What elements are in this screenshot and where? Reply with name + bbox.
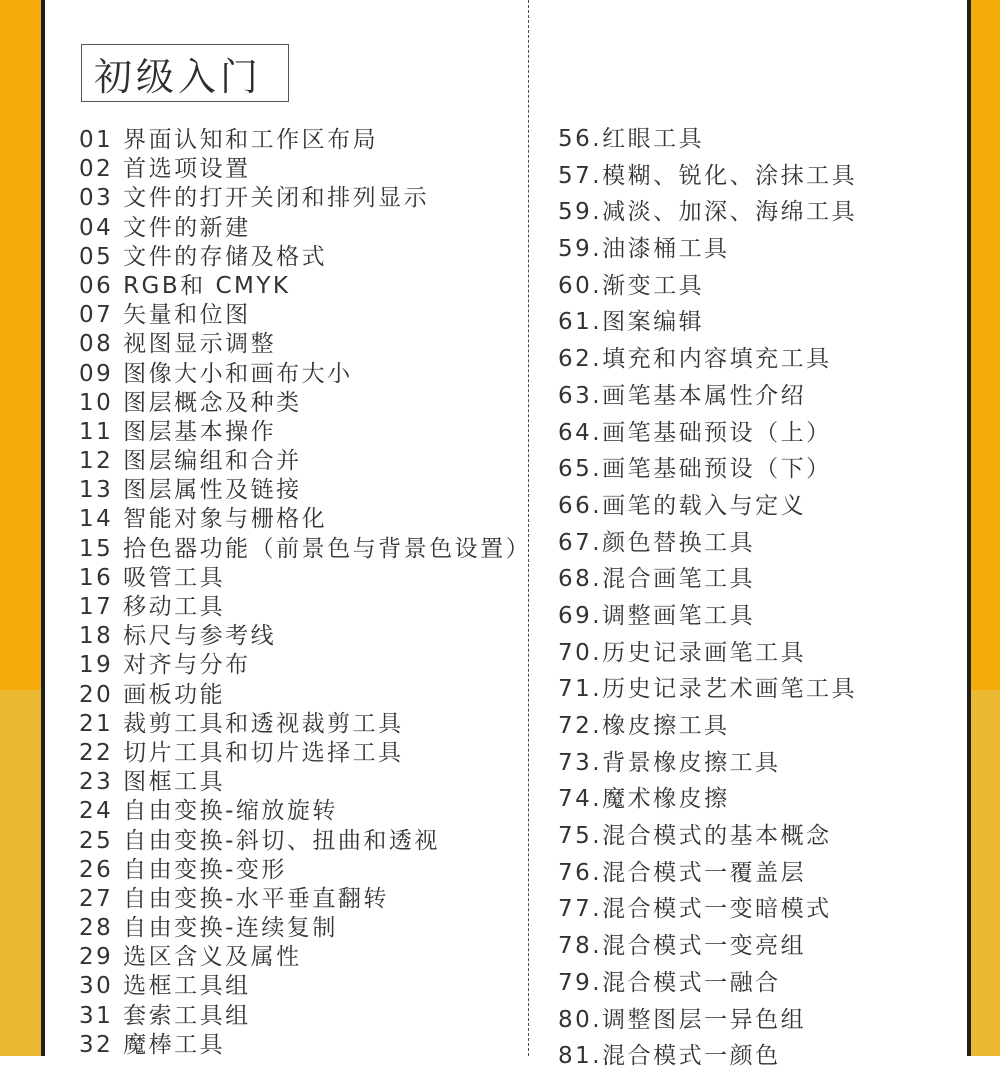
course-item: 16 吸管工具	[79, 564, 226, 591]
course-item: 18 标尺与参考线	[79, 623, 277, 650]
course-item: 59.减淡、加深、海绵工具	[558, 199, 858, 226]
course-item: 04 文件的新建	[79, 214, 251, 241]
course-item: 07 矢量和位图	[79, 302, 251, 329]
course-item: 26 自由变换-变形	[79, 856, 287, 883]
course-item: 63.画笔基本属性介绍	[558, 382, 807, 409]
course-item: 19 对齐与分布	[79, 652, 251, 679]
course-item: 12 图层编组和合并	[79, 448, 302, 475]
course-item: 20 画板功能	[79, 681, 226, 708]
course-item: 61.图案编辑	[558, 309, 705, 336]
course-item: 73.背景橡皮擦工具	[558, 749, 781, 776]
course-item: 59.油漆桶工具	[558, 236, 730, 263]
course-item: 24 自由变换-缩放旋转	[79, 798, 338, 825]
course-item: 81.混合模式一颜色	[558, 1043, 781, 1070]
course-item: 57.模糊、锐化、涂抹工具	[558, 162, 858, 189]
course-item: 66.画笔的载入与定义	[558, 492, 807, 519]
course-item: 03 文件的打开关闭和排列显示	[79, 185, 430, 212]
course-item: 01 界面认知和工作区布局	[79, 127, 379, 153]
course-item: 21 裁剪工具和透视裁剪工具	[79, 710, 404, 737]
course-item: 65.画笔基础预设（下）	[558, 456, 832, 483]
course-item: 31 套索工具组	[79, 1002, 251, 1029]
course-item: 68.混合画笔工具	[558, 566, 756, 593]
course-item: 32 魔棒工具	[79, 1031, 226, 1058]
course-item: 06 RGB和 CMYK	[79, 272, 291, 299]
section-title: 初级入门	[94, 54, 263, 99]
course-item: 22 切片工具和切片选择工具	[79, 739, 404, 766]
course-item: 13 图层属性及链接	[79, 477, 302, 504]
course-item: 14 智能对象与栅格化	[79, 506, 328, 533]
course-item: 72.橡皮擦工具	[558, 713, 730, 739]
course-item: 08 视图显示调整	[79, 331, 277, 358]
course-item: 56.红眼工具	[558, 126, 705, 152]
course-item: 10 图层概念及种类	[79, 389, 302, 416]
course-item: 25 自由变换-斜切、扭曲和透视	[79, 827, 440, 854]
course-item: 27 自由变换-水平垂直翻转	[79, 885, 389, 912]
right-course-list	[558, 121, 857, 1075]
course-item: 62.填充和内容填充工具	[558, 346, 832, 373]
course-item: 74.魔术橡皮擦	[558, 786, 730, 813]
course-item: 71.历史记录艺术画笔工具	[558, 676, 858, 703]
course-item: 78.混合模式一变亮组	[558, 933, 807, 960]
left-course-list	[79, 126, 531, 1060]
course-item: 60.渐变工具	[558, 272, 705, 299]
course-item: 09 图像大小和画布大小	[79, 360, 353, 387]
course-item: 69.调整画笔工具	[558, 602, 756, 629]
content-panel	[41, 0, 971, 1070]
course-item: 70.历史记录画笔工具	[558, 639, 807, 666]
course-item: 05 文件的存储及格式	[79, 243, 328, 270]
course-item: 15 拾色器功能（前景色与背景色设置）	[79, 535, 532, 562]
course-item: 64.画笔基础预设（上）	[558, 419, 832, 446]
course-item: 76.混合模式一覆盖层	[558, 859, 807, 886]
course-item: 11 图层基本操作	[79, 418, 277, 445]
course-item: 75.混合模式的基本概念	[558, 823, 832, 850]
course-item: 30 选框工具组	[79, 973, 251, 1000]
course-item: 17 移动工具	[79, 594, 226, 620]
course-item: 23 图框工具	[79, 769, 226, 796]
course-item: 80.调整图层一异色组	[558, 1006, 807, 1033]
course-item: 28 自由变换-连续复制	[79, 915, 338, 942]
section-title-box	[81, 44, 289, 102]
course-item: 77.混合模式一变暗模式	[558, 896, 832, 923]
course-item: 02 首选项设置	[79, 156, 251, 183]
course-item: 67.颜色替换工具	[558, 529, 756, 556]
course-item: 79.混合模式一融合	[558, 969, 781, 996]
course-item: 29 选区含义及属性	[79, 944, 302, 971]
